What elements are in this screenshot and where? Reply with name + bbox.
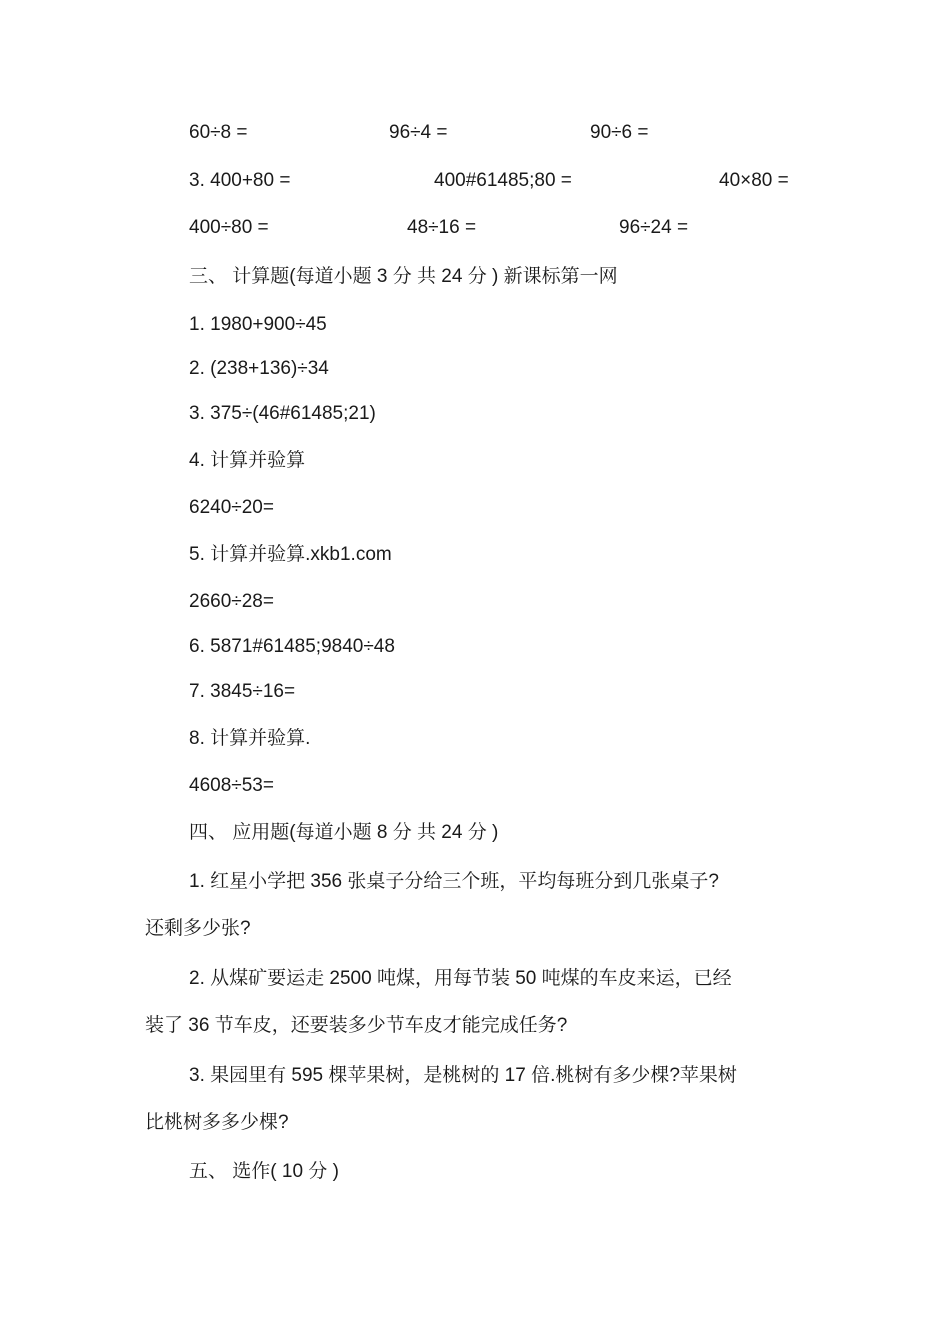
- expression: 96÷4 =: [389, 122, 448, 143]
- section-heading: 三、 计算题(每道小题 3 分 共 24 分 ) 新课标第一网: [189, 266, 618, 287]
- list-item: 6240÷20=: [189, 497, 274, 518]
- list-item: 2. (238+136)÷34: [189, 358, 329, 379]
- section-heading: 四、 应用题(每道小题 8 分 共 24 分 ): [189, 822, 499, 843]
- expression: 400÷80 =: [189, 217, 269, 238]
- problem-text: 装了 36 节车皮，还要装多少节车皮才能完成任务?: [145, 1015, 568, 1036]
- list-item: 1. 1980+900÷45: [189, 314, 327, 335]
- list-item: 2660÷28=: [189, 591, 274, 612]
- expression: 40×80 =: [719, 170, 789, 191]
- expression: 60÷8 =: [189, 122, 248, 143]
- list-item: 3. 375÷(46#61485;21): [189, 403, 376, 424]
- section-heading: 五、 选作( 10 分 ): [189, 1161, 339, 1182]
- problem-text: 3. 果园里有 595 棵苹果树，是桃树的 17 倍.桃树有多少棵?苹果树: [189, 1065, 737, 1086]
- list-item: 6. 5871#61485;9840÷48: [189, 636, 395, 657]
- list-item: 4608÷53=: [189, 775, 274, 796]
- list-item: 4. 计算并验算: [189, 450, 306, 471]
- problem-text: 还剩多少张?: [145, 918, 251, 939]
- list-item: 8. 计算并验算.: [189, 728, 311, 749]
- expression: 400#61485;80 =: [434, 170, 572, 191]
- expression: 48÷16 =: [407, 217, 477, 238]
- list-item: 7. 3845÷16=: [189, 681, 296, 702]
- problem-text: 比桃树多多少棵?: [145, 1112, 289, 1133]
- problem-text: 2. 从煤矿要运走 2500 吨煤，用每节装 50 吨煤的车皮来运，已经: [189, 968, 732, 989]
- problem-text: 1. 红星小学把 356 张桌子分给三个班，平均每班分到几张桌子?: [189, 871, 719, 892]
- list-item: 5. 计算并验算.xkb1.com: [189, 544, 392, 565]
- expression: 3. 400+80 =: [189, 170, 291, 191]
- expression: 96÷24 =: [619, 217, 689, 238]
- expression: 90÷6 =: [590, 122, 649, 143]
